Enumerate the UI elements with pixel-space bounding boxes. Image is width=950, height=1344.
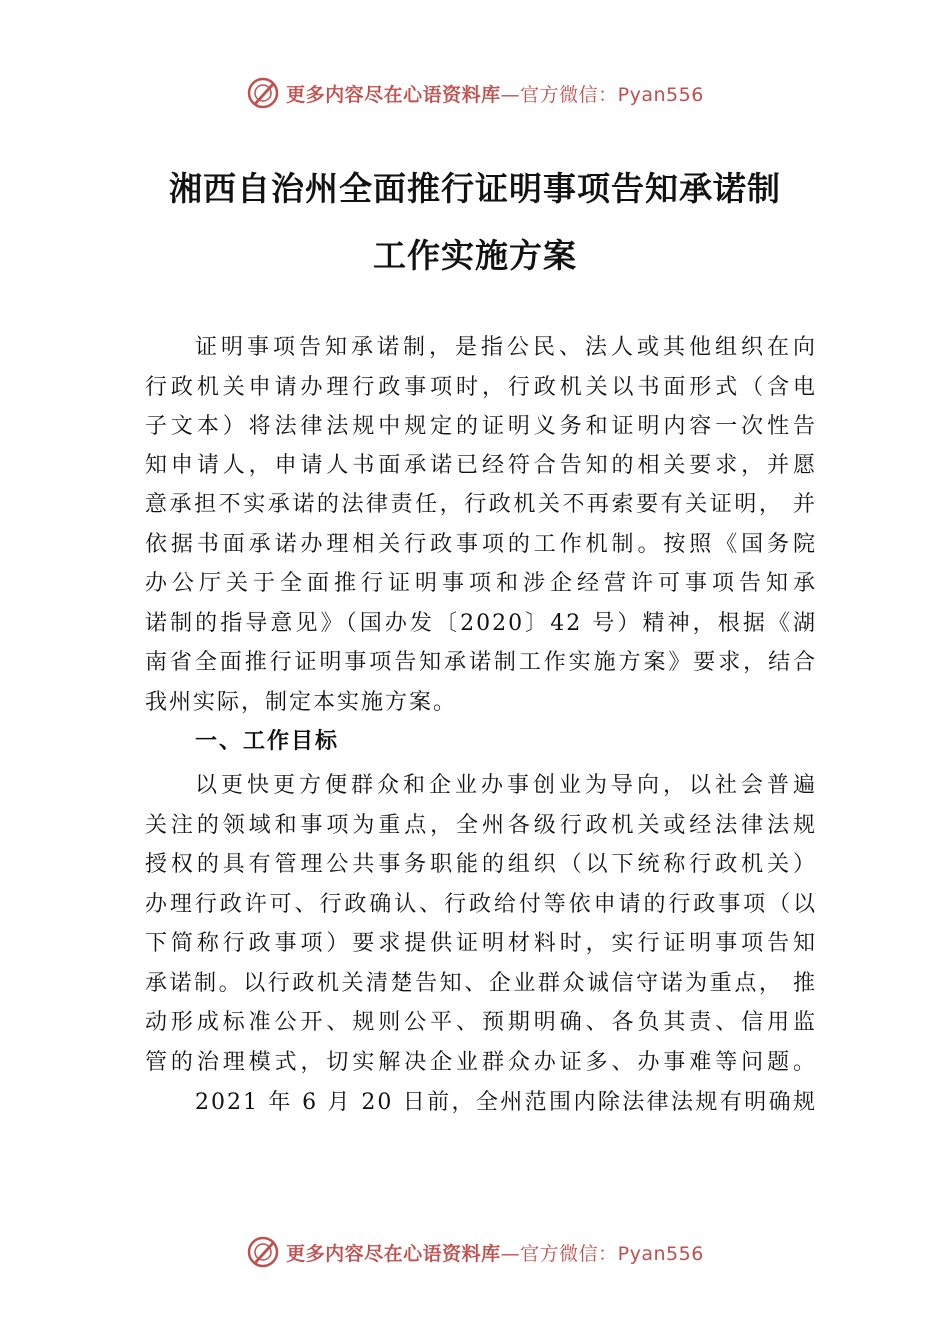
section1-line: 管的治理模式，切实解决企业群众办证多、办事难等问题。 <box>145 1050 817 1075</box>
section1-line: 下简称行政事项）要求提供证明材料时，实行证明事项告知 <box>145 931 817 956</box>
section1-line: 办理行政许可、行政确认、行政给付等依申请的行政事项（以 <box>145 892 817 917</box>
section1-line: 授权的具有管理公共事务职能的组织（以下统称行政机关） <box>145 852 817 877</box>
intro-line: 我州实际，制定本实施方案。 <box>145 690 458 715</box>
banner-suffix: —官方微信：Pyan556 <box>500 1242 704 1265</box>
pen-seal-icon <box>246 1235 280 1269</box>
intro-line: 子文本）将法律法规中规定的证明义务和证明内容一次性告 <box>145 414 817 439</box>
section1-line: 以更快更方便群众和企业办事创业为导向，以社会普遍 <box>195 773 817 798</box>
intro-line: 证明事项告知承诺制，是指公民、法人或其他组织在向 <box>195 335 817 360</box>
section1-line: 2021 年 6 月 20 日前，全州范围内除法律法规有明确规 <box>195 1090 817 1115</box>
banner-suffix: —官方微信：Pyan556 <box>500 83 704 106</box>
document-title-line2: 工作实施方案 <box>373 236 577 275</box>
pen-seal-icon <box>246 76 280 110</box>
intro-line: 南省全面推行证明事项告知承诺制工作实施方案》要求，结合 <box>145 650 817 675</box>
section1-line: 承诺制。以行政机关清楚告知、企业群众诚信守诺为重点， 推 <box>145 971 817 996</box>
section1-line: 动形成标准公开、规则公平、预期明确、各负其责、信用监 <box>145 1010 817 1035</box>
banner-prefix: 更多内容尽在心语资料库 <box>286 83 501 106</box>
section-heading: 一、工作目标 <box>195 729 340 754</box>
intro-line: 办公厅关于全面推行证明事项和涉企经营许可事项告知承 <box>145 571 817 596</box>
banner-prefix: 更多内容尽在心语资料库 <box>286 1242 501 1265</box>
banner-text <box>286 80 704 107</box>
intro-line: 依据书面承诺办理相关行政事项的工作机制。按照《国务院 <box>145 532 817 557</box>
footer-banner <box>0 1232 950 1272</box>
intro-line: 知申请人，申请人书面承诺已经符合告知的相关要求，并愿 <box>145 453 817 478</box>
banner-text <box>286 1239 704 1266</box>
header-banner <box>0 73 950 113</box>
intro-line: 诺制的指导意见》（国办发〔2020〕42 号）精神，根据《湖 <box>145 611 817 636</box>
intro-line: 意承担不实承诺的法律责任，行政机关不再索要有关证明， 并 <box>145 492 817 517</box>
document-title-line1: 湘西自治州全面推行证明事项告知承诺制 <box>169 169 781 208</box>
section1-line: 关注的领域和事项为重点，全州各级行政机关或经法律法规 <box>145 813 817 838</box>
intro-line: 行政机关申请办理行政事项时，行政机关以书面形式（含电 <box>145 375 817 400</box>
